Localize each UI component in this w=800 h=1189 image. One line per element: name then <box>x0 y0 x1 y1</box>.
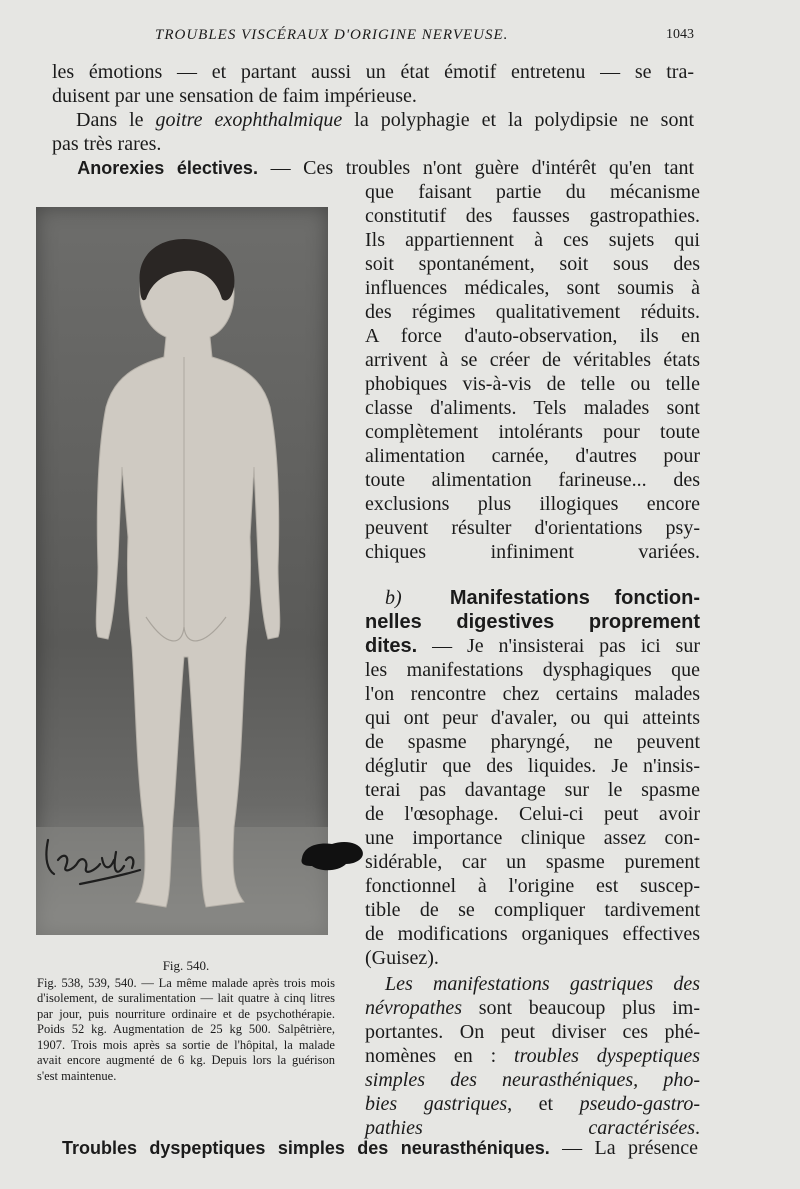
paragraph-line: (Guisez). <box>365 947 439 969</box>
paragraph-line: Troubles dyspeptiques simples des neurasthéniques. — La présence <box>62 1137 699 1159</box>
paragraph-line: pathies caractérisées. <box>365 1117 700 1139</box>
paragraph-line: simples des neurasthéniques, pho- <box>365 1069 700 1091</box>
paragraph-line: qui ont peur d'avaler, ou qui atteints <box>365 707 700 729</box>
paragraph-line: que faisant partie du mécanisme <box>365 181 700 203</box>
ink-blot <box>298 838 366 874</box>
paragraph-line: classe d'aliments. Tels malades sont <box>365 397 700 419</box>
paragraph-line: soit spontanément, soit sous des <box>365 253 700 275</box>
paragraph-line: Anorexies électives. — Ces troubles n'ont guère d'intérêt qu'en tant <box>77 157 695 179</box>
paragraph-line: toute alimentation farineuse... des <box>365 469 700 491</box>
paragraph-line: les émotions — et partant aussi un état émotif entretenu — se tra- <box>52 61 694 83</box>
paragraph-line: chiques infiniment variées. <box>365 541 700 563</box>
paragraph-line: dites. — Je n'insisterai pas ici sur <box>365 635 700 657</box>
photographer-signature <box>40 830 150 890</box>
figure-photograph <box>36 207 328 935</box>
paragraph-line: Les manifestations gastriques des <box>385 973 700 995</box>
standing-figure-illustration <box>36 207 328 935</box>
section-heading: b) Manifestations fonction- <box>385 587 701 609</box>
paragraph-line: duisent par une sensation de faim impérieuse. <box>52 85 417 107</box>
paragraph-line: tible de se compliquer tardivement <box>365 899 700 921</box>
paragraph-line: arrivent à se créer de véritables états <box>365 349 700 371</box>
running-header <box>60 27 700 47</box>
paragraph-line: terai pas davantage sur le spasme <box>365 779 700 801</box>
paragraph-line: bies gastriques, et pseudo-gastro- <box>365 1093 701 1115</box>
paragraph-line: névropathes sont beaucoup plus im- <box>365 997 700 1019</box>
page-number: 1043 <box>666 27 694 42</box>
paragraph-line: A force d'auto-observation, ils en <box>365 325 700 347</box>
paragraph-line: influences médicales, sont soumis à <box>365 277 700 299</box>
paragraph-line: constitutif des fausses gastropathies. <box>365 205 700 227</box>
caption-text: Fig. 538, 539, 540. — La même malade après trois mois d'isolement, de suralimentation — lait quatre à cinq litres par jour, puis nourriture ordinaire et de psychothérapie. Poids 52 kg. Augmentation de 25 kg 500. Salpêtrière, 1907. Trois mois après sa sortie de l'hôpital, la malade avait encore augmenté de 6 kg. Depuis lors la guérison s'est maintenue. <box>37 975 335 1083</box>
section-heading: Anorexies électives. <box>77 158 258 178</box>
paragraph-line: de l'œsophage. Celui-ci peut avoir <box>365 803 700 825</box>
paragraph-line: complètement intolérants pour toute <box>365 421 700 443</box>
paragraph-line: l'on rencontre chez certains malades <box>365 683 700 705</box>
figure-label: Fig. 540. <box>162 958 210 973</box>
paragraph-line: déglutir que des liquides. Je n'insis- <box>365 755 700 777</box>
paragraph-line: de modifications organiques effectives <box>365 923 700 945</box>
paragraph-line: alimentation carnée, d'autres pour <box>365 445 700 467</box>
paragraph-line: Ils appartiennent à ces sujets qui <box>365 229 700 251</box>
paragraph-line: peuvent résulter d'orientations psy- <box>365 517 700 539</box>
paragraph-line: nomènes en : troubles dyspeptiques <box>365 1045 701 1067</box>
paragraph-line: des régimes qualitativement réduits. <box>365 301 700 323</box>
paragraph-line: fonctionnel à l'origine est suscep- <box>365 875 700 897</box>
section-heading: nelles digestives proprement <box>365 611 700 633</box>
paragraph-line: exclusions plus illogiques encore <box>365 493 700 515</box>
section-heading: Troubles dyspeptiques simples des neurasthéniques. <box>62 1138 550 1158</box>
paragraph-line: portantes. On peut diviser ces phé- <box>365 1021 700 1043</box>
paragraph-line: sidérable, car un spasme purement <box>365 851 700 873</box>
paragraph-line: les manifestations dysphagiques que <box>365 659 700 681</box>
paragraph-line: une importance clinique assez con- <box>365 827 700 849</box>
paragraph-line: de spasme pharyngé, ne peuvent <box>365 731 700 753</box>
paragraph-line: phobiques vis-à-vis de telle ou telle <box>365 373 700 395</box>
paragraph-line: pas très rares. <box>52 133 162 155</box>
paragraph-line: Dans le goitre exophthalmique la polyphagie et la polydipsie ne sont <box>76 109 694 131</box>
running-title: TROUBLES VISCÉRAUX D'ORIGINE NERVEUSE. <box>155 27 509 43</box>
figure-caption <box>37 958 335 1084</box>
